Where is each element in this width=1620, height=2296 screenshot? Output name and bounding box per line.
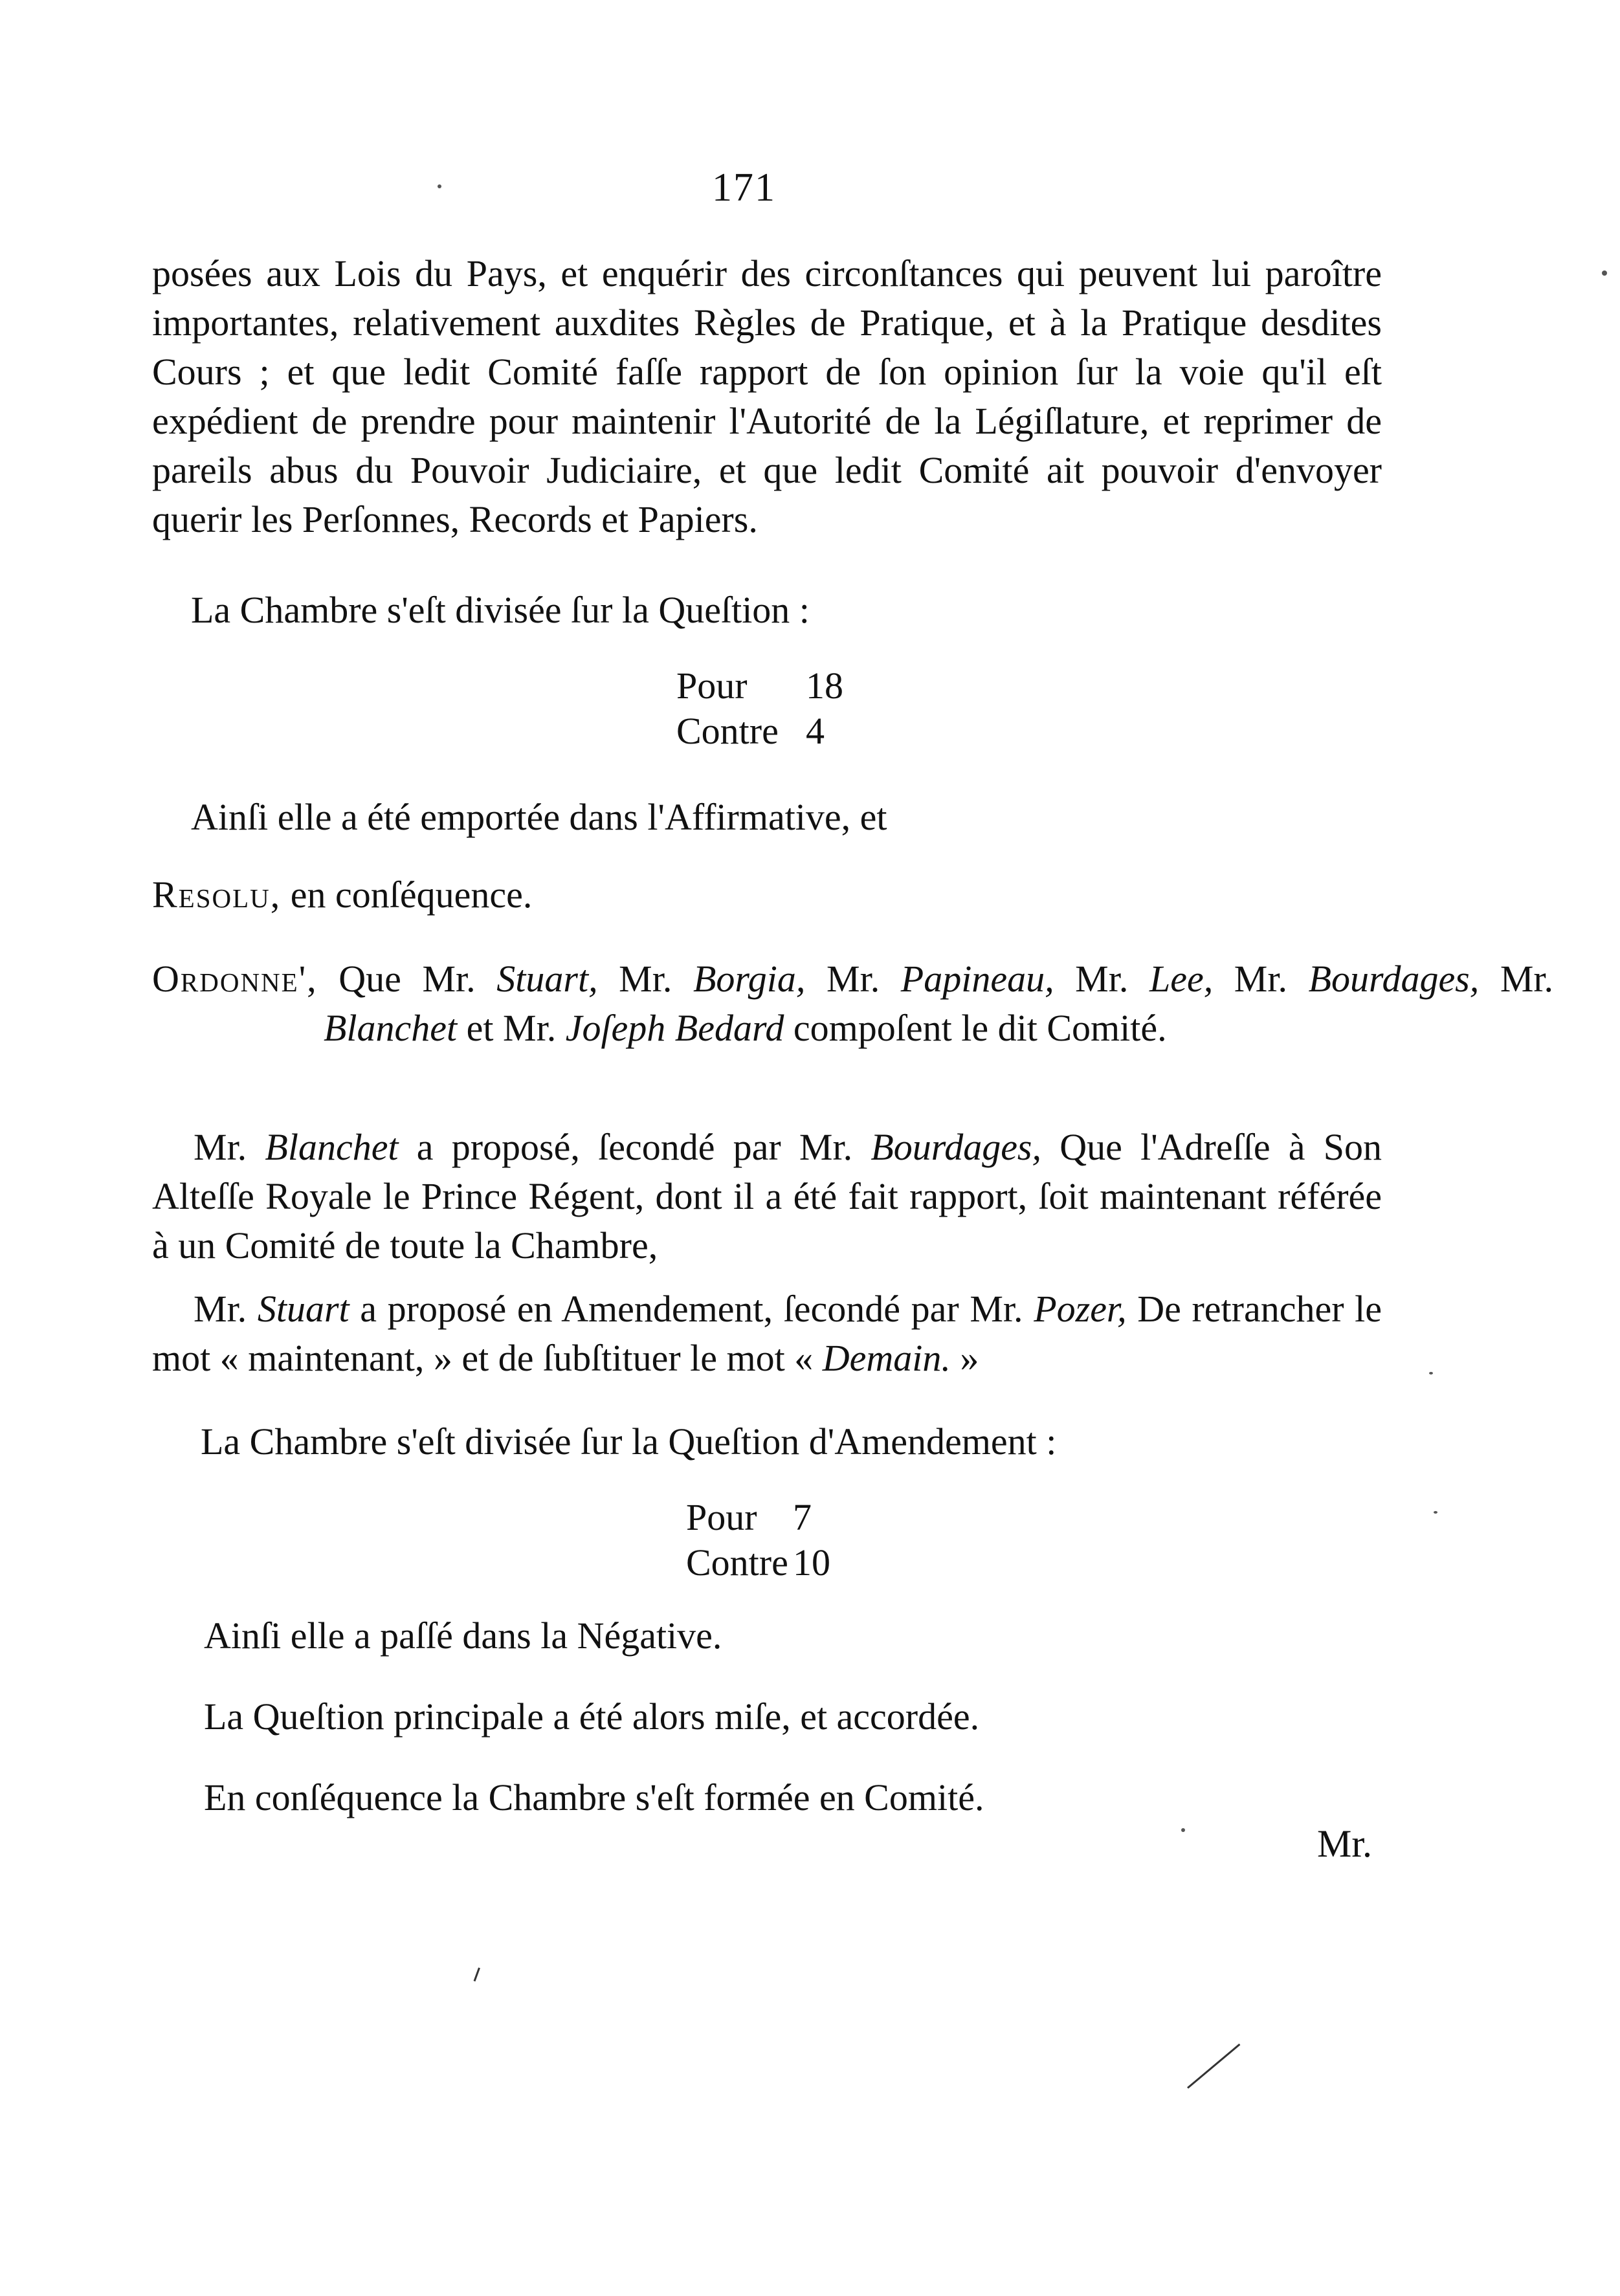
member-name: Bourdages, <box>1308 958 1480 1000</box>
vote-contre-row <box>686 1540 830 1585</box>
vote-pour-label: Pour <box>686 1496 757 1538</box>
ordonne-text: et Mr. <box>457 1007 566 1049</box>
paragraph-resolu <box>152 870 1382 920</box>
paragraph-stuart-amendment <box>152 1285 1382 1383</box>
scan-speck <box>1602 270 1607 276</box>
paragraph-blanchet-motion <box>152 1123 1382 1270</box>
scan-speck <box>1181 1828 1185 1832</box>
ordonne-text: Mr. <box>1479 958 1554 1000</box>
member-name: Lee, <box>1149 958 1214 1000</box>
ordonne-text: Mr. <box>805 958 901 1000</box>
amendment-text: a proposé en Amendement, ſecondé par Mr. <box>349 1288 1034 1330</box>
member-name: Blanchet <box>265 1126 399 1168</box>
member-name: Pozer, <box>1034 1288 1127 1330</box>
catchword: Mr. <box>1317 1822 1373 1865</box>
resolu-lead: Resolu, <box>152 874 282 916</box>
vote-tally-1 <box>676 663 843 754</box>
member-name: Borgia, <box>693 958 806 1000</box>
paragraph-negative: Ainſi elle a paſſé dans la Négative. <box>204 1615 722 1657</box>
resolu-text: en conſéquence. <box>281 874 533 916</box>
ordonne-text: Mr. <box>1054 958 1149 1000</box>
ordonne-lead: Ordonne', <box>152 958 318 1000</box>
vote-contre-count: 10 <box>793 1541 830 1584</box>
member-name: Bourdages, <box>871 1126 1042 1168</box>
vote-pour-label: Pour <box>676 665 748 707</box>
ordonne-text: Mr. <box>1213 958 1309 1000</box>
member-name: Papineau, <box>900 958 1054 1000</box>
vote-pour-row <box>686 1495 830 1540</box>
ordonne-text: compoſent le dit Comité. <box>784 1007 1167 1049</box>
paragraph-ordonne <box>152 955 1553 1053</box>
vote-pour-count: 7 <box>793 1496 812 1538</box>
vote-contre-row <box>676 709 843 754</box>
member-name: Stuart, <box>496 958 598 1000</box>
paragraph-committee-powers: posées aux Lois du Pays, et enquérir des circonſtances qui peuvent lui paroître importantes, relativement auxdites Règles de Pratique, et à la Pratique desdites Cours ; et que ledit Comité faſſe rapport de ſon opinion ſur la voie qu'il eſt expédient de prendre pour maintenir l'Autorité de la Légiſlature, et reprimer de pareils abus du Pouvoir Judiciaire, et que ledit Comité ait pouvoir d'envoyer querir les Perſonnes, Records et Papiers. <box>152 252 1382 540</box>
ordonne-text: Que Mr. <box>317 958 497 1000</box>
vote-contre-label: Contre <box>676 710 779 752</box>
member-name: Joſeph Bedard <box>565 1007 784 1049</box>
vote-contre-count: 4 <box>806 710 825 752</box>
motion-text: a proposé, ſecondé par Mr. <box>398 1126 871 1168</box>
vote-pour-row <box>676 663 843 709</box>
scan-speck <box>1429 1372 1433 1374</box>
motion-text: Mr. <box>194 1126 265 1168</box>
amendment-text: De retrancher le mot « maintenant, » et de ſubſtituer le mot « <box>152 1288 1382 1379</box>
page-number: 171 <box>712 166 776 210</box>
vote-pour-count: 18 <box>806 665 843 707</box>
scan-stroke <box>474 1967 480 1981</box>
member-name: Stuart <box>257 1288 350 1330</box>
amendment-text: Mr. <box>194 1288 258 1330</box>
paragraph-committee-formed: En conſéquence la Chambre s'eſt formée en Comité. <box>204 1776 984 1818</box>
vote-contre-label: Contre <box>686 1541 788 1584</box>
vote-tally-2 <box>686 1495 830 1585</box>
quoted-word: Demain. <box>822 1337 951 1379</box>
scan-speck <box>1434 1511 1437 1514</box>
paragraph-division-1: La Chambre s'eſt divisée ſur la Queſtion : <box>191 589 810 631</box>
amendment-text: » <box>950 1337 979 1379</box>
scan-stroke <box>1187 2044 1240 2089</box>
ordonne-text: Mr. <box>597 958 693 1000</box>
paragraph-main-question: La Queſtion principale a été alors miſe, et accordée. <box>204 1695 980 1738</box>
paragraph-division-2: La Chambre s'eſt divisée ſur la Queſtion d'Amendement : <box>201 1420 1057 1463</box>
paragraph-affirmative: Ainſi elle a été emportée dans l'Affirmative, et <box>191 796 887 838</box>
member-name: Blanchet <box>324 1007 458 1049</box>
scan-speck <box>438 184 441 188</box>
motion-text: Que l'Adreſſe à Son Alteſſe Royale le Prince Régent, dont il a été fait rapport, ſoit maintenant référée à un Comité de toute la Chambre, <box>152 1126 1382 1266</box>
